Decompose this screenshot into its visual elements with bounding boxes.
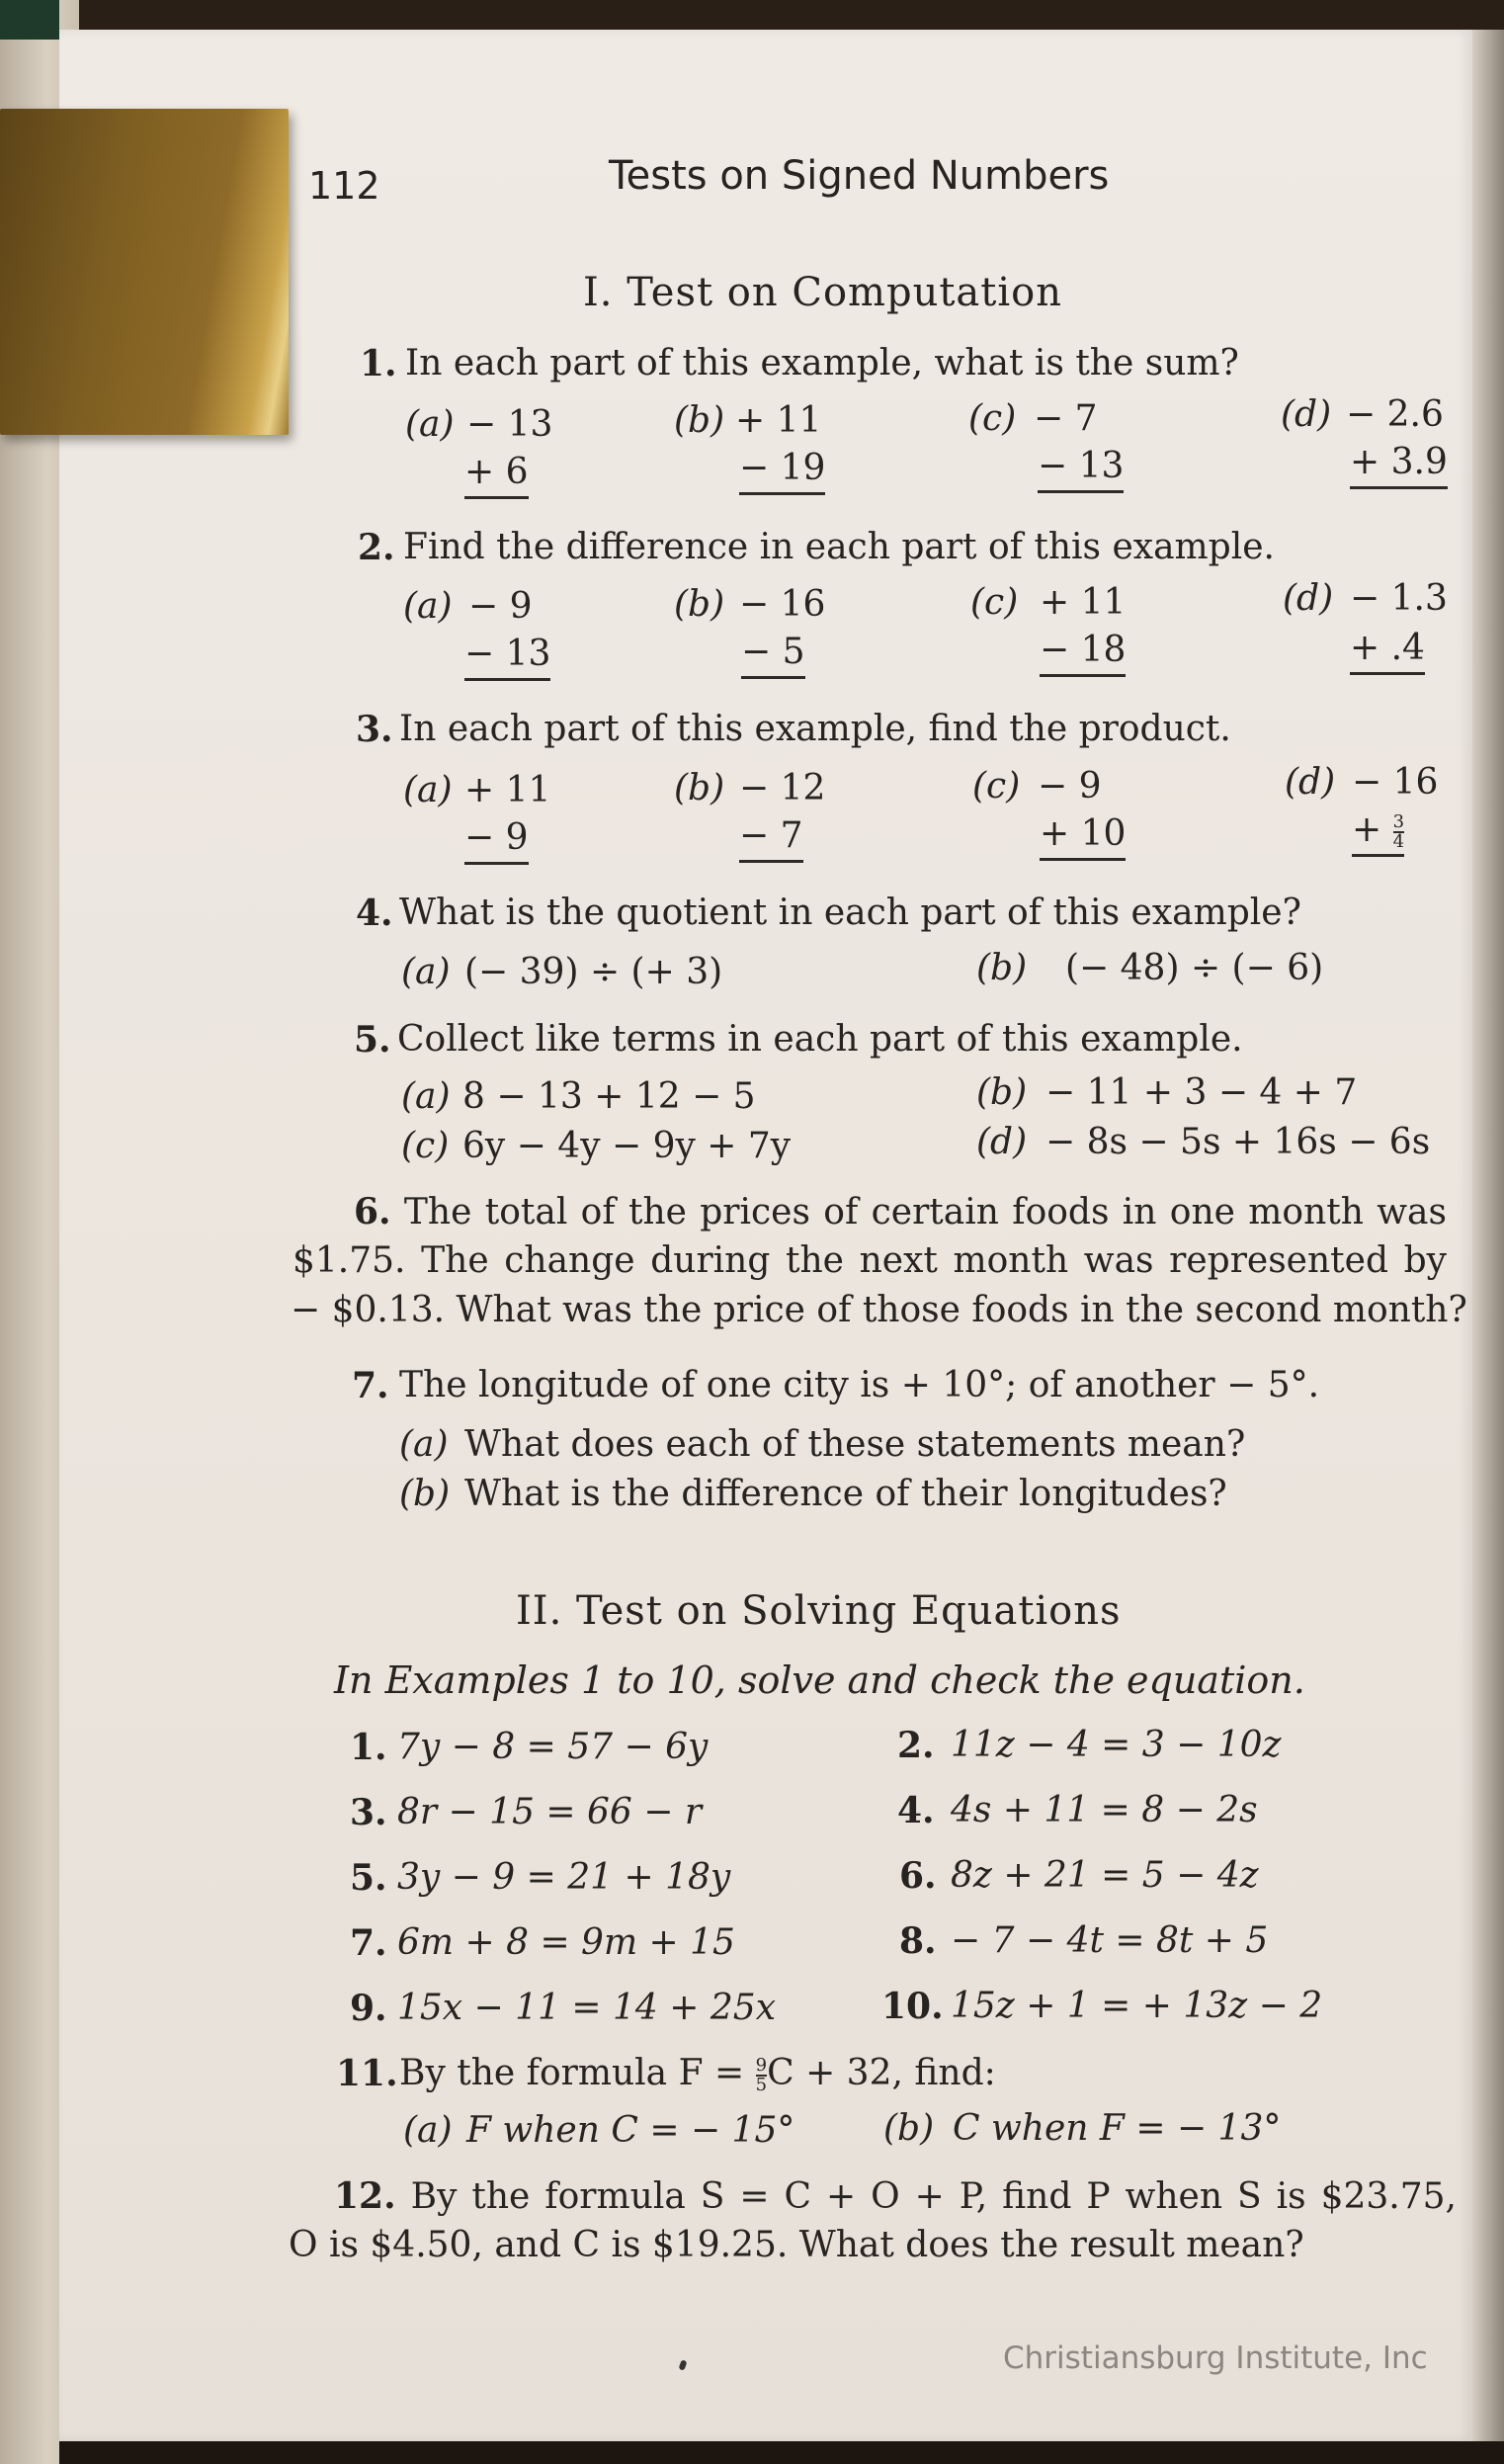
eq-9: 15x − 11 = 14 + 25x <box>397 1988 776 2028</box>
q6-line-1: 6. The total of the prices of certain foods in one month was <box>354 1191 1447 1232</box>
q4-number: 4. <box>356 892 393 934</box>
eq-10-number: 10. <box>881 1986 944 2027</box>
fraction-three-quarters: $\frac{3}{4}$ <box>1392 811 1405 852</box>
q11-a-label: (a) <box>403 2110 453 2151</box>
q11-b-label: (b) <box>883 2108 935 2149</box>
q1-b-top: + 11 <box>735 400 822 441</box>
q3-b-bottom: − 7 <box>739 814 803 863</box>
q5-d-label: (d) <box>976 1122 1028 1162</box>
q1-text: In each part of this example, what is the sum? <box>405 343 1239 383</box>
q11-b-text: C when F = − 13° <box>953 2108 1282 2149</box>
q2-text: Find the difference in each part of this example. <box>403 527 1275 567</box>
section-2-title: II. Test on Solving Equations <box>516 1588 1122 1634</box>
q5-c-expr: 6y − 4y − 9y + 7y <box>462 1126 792 1166</box>
eq-4: 4s + 11 = 8 − 2s <box>951 1790 1258 1830</box>
q11-text: By the formula F = $\frac{9}{5}$ C + 32, find: <box>399 2053 996 2095</box>
q7-text: The longitude of one city is + 10°; of another − 5°. <box>399 1365 1320 1405</box>
gold-bookmark-tab <box>0 109 289 435</box>
eq-3-number: 3. <box>350 1792 387 1833</box>
q3-a-bottom: − 9 <box>464 816 529 865</box>
q3-b-top: − 12 <box>739 768 826 808</box>
q12-line-2: O is $4.50, and C is $19.25. What does the result mean? <box>289 2225 1304 2265</box>
eq-1: 7y − 8 = 57 − 6y <box>397 1727 709 1767</box>
q2-b-bottom: − 5 <box>741 631 805 679</box>
q2-b-label: (b) <box>674 584 725 625</box>
q5-a-label: (a) <box>401 1076 451 1117</box>
q7-a-label: (a) <box>399 1424 449 1465</box>
eq-6-number: 6. <box>899 1855 937 1897</box>
q3-c-top: − 9 <box>1038 766 1102 807</box>
q1-a-label: (a) <box>405 404 455 445</box>
q5-text: Collect like terms in each part of this example. <box>397 1019 1243 1060</box>
q5-d-expr: − 8s − 5s + 16s − 6s <box>1045 1122 1431 1162</box>
q2-d-bottom: + .4 <box>1350 627 1425 675</box>
running-title: Tests on Signed Numbers <box>609 153 1110 199</box>
eq-2-number: 2. <box>897 1725 935 1766</box>
q2-number: 2. <box>358 527 395 568</box>
eq-6: 8z + 21 = 5 − 4z <box>951 1855 1259 1896</box>
q1-a-top: − 13 <box>466 404 553 445</box>
q4-b-expr: (− 48) ÷ (− 6) <box>1065 948 1324 988</box>
q2-b-top: − 16 <box>739 584 826 625</box>
q3-d-bottom: + $\frac{3}{4}$ <box>1352 808 1404 857</box>
q1-c-top: − 7 <box>1034 398 1098 439</box>
q7-a-text: What does each of these statements mean? <box>464 1424 1246 1465</box>
q7-b-label: (b) <box>399 1474 451 1514</box>
q2-c-label: (c) <box>970 582 1019 623</box>
q1-b-bottom: − 19 <box>739 447 825 495</box>
q1-d-label: (d) <box>1281 394 1332 435</box>
eq-8-number: 8. <box>899 1920 937 1962</box>
q1-d-bottom: + 3.9 <box>1350 441 1448 489</box>
q4-a-expr: (− 39) ÷ (+ 3) <box>464 952 723 992</box>
section-1-title: I. Test on Computation <box>583 270 1062 315</box>
q3-c-bottom: + 10 <box>1040 812 1126 861</box>
q1-d-top: − 2.6 <box>1346 394 1444 435</box>
q4-a-label: (a) <box>401 952 451 992</box>
eq-5: 3y − 9 = 21 + 18y <box>397 1857 731 1898</box>
q1-number: 1. <box>360 343 397 384</box>
eq-9-number: 9. <box>350 1988 387 2029</box>
eq-7: 6m + 8 = 9m + 15 <box>397 1922 735 1963</box>
q12-line-1: 12. By the formula S = C + O + P, find P when S is $23.75, <box>334 2175 1457 2217</box>
q5-b-expr: − 11 + 3 − 4 + 7 <box>1045 1072 1358 1113</box>
q6-line-2: $1.75. The change during the next month was represented by <box>292 1240 1447 1281</box>
watermark: Christiansburg Institute, Inc <box>1003 2340 1428 2376</box>
eq-7-number: 7. <box>350 1922 387 1964</box>
fraction-nine-fifths: $\frac{9}{5}$ <box>755 2055 768 2095</box>
q5-c-label: (c) <box>401 1126 450 1166</box>
q5-number: 5. <box>354 1019 391 1061</box>
q3-d-label: (d) <box>1285 762 1336 803</box>
q3-d-top: − 16 <box>1352 762 1439 803</box>
q3-text: In each part of this example, find the product. <box>399 709 1231 749</box>
q3-number: 3. <box>356 709 393 750</box>
green-cover-corner <box>0 0 59 40</box>
q2-d-label: (d) <box>1283 578 1334 619</box>
eq-3: 8r − 15 = 66 − r <box>397 1792 703 1832</box>
q3-a-label: (a) <box>403 770 453 810</box>
eq-8: − 7 − 4t = 8t + 5 <box>951 1920 1269 1961</box>
q3-b-label: (b) <box>674 768 725 808</box>
q2-a-top: − 9 <box>468 586 533 627</box>
q2-c-bottom: − 18 <box>1040 629 1126 677</box>
q11-number: 11. <box>336 2053 398 2094</box>
q1-c-bottom: − 13 <box>1038 445 1124 493</box>
q7-b-text: What is the difference of their longitudes? <box>464 1474 1227 1514</box>
eq-1-number: 1. <box>350 1727 387 1768</box>
q5-a-expr: 8 − 13 + 12 − 5 <box>462 1076 756 1117</box>
q2-a-label: (a) <box>403 586 453 627</box>
q1-a-bottom: + 6 <box>464 451 529 499</box>
q2-c-top: + 11 <box>1040 582 1127 623</box>
q4-text: What is the quotient in each part of this example? <box>399 892 1301 933</box>
section-2-instruction: In Examples 1 to 10, solve and check the equation. <box>334 1658 1305 1702</box>
page-right-edge <box>1472 30 1504 2441</box>
q3-c-label: (c) <box>972 766 1021 807</box>
eq-10: 15z + 1 = + 13z − 2 <box>951 1986 1323 2026</box>
q2-a-bottom: − 13 <box>464 633 550 681</box>
q7-number: 7. <box>352 1365 389 1406</box>
q5-b-label: (b) <box>976 1072 1028 1113</box>
page-bottom-edge <box>59 2441 1504 2464</box>
eq-5-number: 5. <box>350 1857 387 1899</box>
q2-d-top: − 1.3 <box>1350 578 1448 619</box>
q6-line-3: − $0.13. What was the price of those foods in the second month? <box>291 1290 1467 1330</box>
q11-a-text: F when C = − 15° <box>466 2110 795 2151</box>
eq-2: 11z − 4 = 3 − 10z <box>951 1725 1282 1765</box>
q4-b-label: (b) <box>976 948 1028 988</box>
q1-b-label: (b) <box>674 400 725 441</box>
q3-a-top: + 11 <box>464 770 551 810</box>
eq-4-number: 4. <box>897 1790 935 1831</box>
q1-c-label: (c) <box>968 398 1017 439</box>
page-number: 112 <box>308 164 380 208</box>
